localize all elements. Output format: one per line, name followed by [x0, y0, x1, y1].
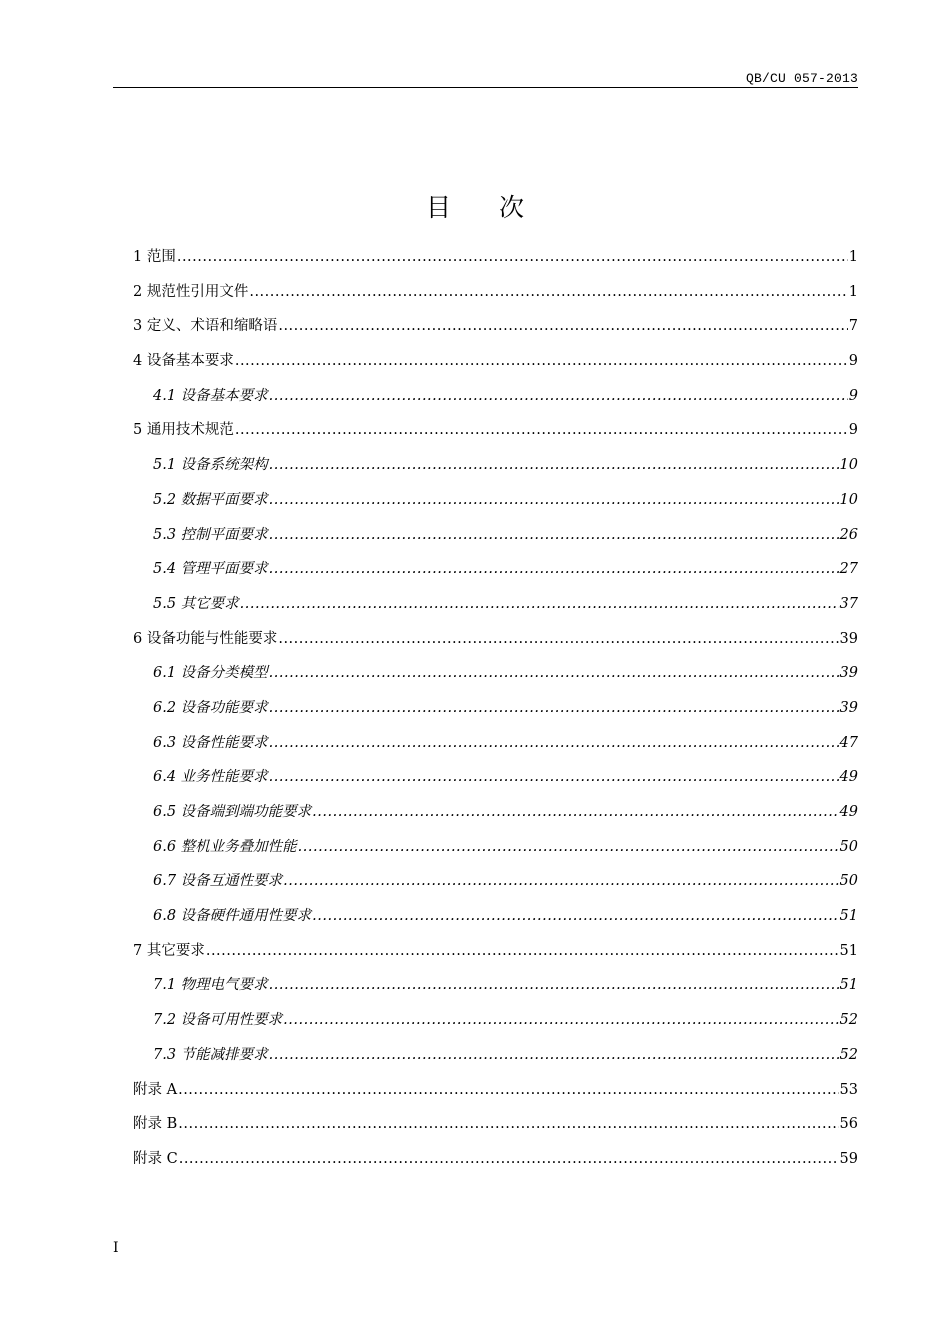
toc-entry-label: 6.3 设备性能要求 — [153, 734, 268, 751]
toc-entry[interactable] — [133, 413, 858, 448]
toc-entry-label: 6.7 设备互通性要求 — [153, 873, 283, 890]
toc-entry[interactable] — [133, 240, 858, 275]
toc-leader-dots — [206, 934, 839, 969]
toc-entry[interactable] — [133, 518, 858, 553]
toc-entry-page: 49 — [839, 769, 858, 786]
toc-entry-label: 附录 A — [133, 1081, 178, 1098]
toc-entry-page: 27 — [839, 561, 858, 578]
toc-leader-dots — [269, 691, 839, 726]
toc-entry[interactable] — [133, 1038, 858, 1073]
toc-entry-page: 56 — [839, 1116, 858, 1133]
toc-leader-dots — [278, 309, 847, 344]
toc-entry-page: 51 — [839, 977, 858, 994]
toc-entry-page: 10 — [839, 491, 858, 508]
toc-entry-label: 5.5 其它要求 — [153, 595, 239, 612]
toc-leader-dots — [269, 760, 839, 795]
toc-entry-label: 5.2 数据平面要求 — [153, 491, 268, 508]
toc-leader-dots — [269, 656, 839, 691]
toc-entry-label: 7 其它要求 — [133, 942, 205, 959]
toc-leader-dots — [269, 1038, 839, 1073]
toc-entry-page: 9 — [848, 422, 858, 439]
toc-entry-label: 4 设备基本要求 — [133, 353, 234, 370]
toc-entry-label: 2 规范性引用文件 — [133, 283, 249, 300]
toc-leader-dots — [240, 587, 839, 622]
toc-entry-label: 附录 B — [133, 1116, 178, 1133]
toc-entry-page: 51 — [839, 942, 858, 959]
toc-entry-label: 7.2 设备可用性要求 — [153, 1012, 283, 1029]
toc-leader-dots — [312, 795, 838, 830]
toc-entry-label: 5.1 设备系统架构 — [153, 457, 268, 474]
toc-leader-dots — [177, 240, 848, 275]
toc-entry-label: 6.6 整机业务叠加性能 — [153, 838, 297, 855]
toc-entry[interactable] — [133, 864, 858, 899]
toc-entry[interactable] — [133, 448, 858, 483]
toc-entry-page: 52 — [839, 1012, 858, 1029]
toc-leader-dots — [312, 899, 838, 934]
toc-entry-page: 37 — [839, 595, 858, 612]
toc-leader-dots — [179, 1142, 839, 1177]
toc-leader-dots — [283, 1003, 838, 1038]
toc-entry[interactable] — [133, 622, 858, 657]
toc-entry[interactable] — [133, 379, 858, 414]
toc-leader-dots — [269, 552, 839, 587]
toc-leader-dots — [178, 1107, 838, 1142]
toc-entry[interactable] — [133, 1142, 858, 1177]
toc-entry-label: 附录 C — [133, 1150, 178, 1167]
toc-entry-page: 9 — [848, 387, 858, 404]
toc-entry[interactable] — [133, 1107, 858, 1142]
footer-page-number: I — [113, 1240, 119, 1256]
toc-leader-dots — [269, 726, 839, 761]
toc-leader-dots — [235, 344, 848, 379]
toc-entry-label: 6 设备功能与性能要求 — [133, 630, 278, 647]
toc-leader-dots — [269, 483, 839, 518]
toc-entry[interactable] — [133, 726, 858, 761]
toc-entry-label: 5 通用技术规范 — [133, 422, 234, 439]
toc-leader-dots — [298, 830, 839, 865]
toc-entry-page: 7 — [848, 318, 858, 335]
page-title: 目 次 — [426, 193, 544, 222]
toc-entry-page: 51 — [839, 908, 858, 925]
toc-leader-dots — [269, 448, 839, 483]
toc-entry-page: 1 — [848, 283, 858, 300]
toc-entry[interactable] — [133, 760, 858, 795]
toc-entry[interactable] — [133, 587, 858, 622]
toc-entry[interactable] — [133, 552, 858, 587]
toc-entry[interactable] — [133, 691, 858, 726]
toc-entry[interactable] — [133, 934, 858, 969]
toc-leader-dots — [269, 379, 848, 414]
toc-entry[interactable] — [133, 656, 858, 691]
toc-entry[interactable] — [133, 1073, 858, 1108]
toc-leader-dots — [249, 275, 847, 310]
toc-leader-dots — [283, 864, 838, 899]
toc-entry-page: 49 — [839, 804, 858, 820]
toc-entry[interactable] — [133, 1003, 858, 1038]
toc-entry[interactable] — [133, 483, 858, 518]
toc-entry-label: 5.3 控制平面要求 — [153, 526, 268, 543]
toc-entry-label: 6.4 业务性能要求 — [153, 769, 268, 786]
toc-entry-label: 6.5 设备端到端功能要求 — [153, 804, 312, 820]
toc-entry[interactable] — [133, 275, 858, 310]
toc-leader-dots — [178, 1073, 838, 1108]
toc-entry-page: 47 — [839, 734, 858, 751]
toc-entry[interactable] — [133, 795, 858, 830]
toc-entry-label: 3 定义、术语和缩略语 — [133, 318, 278, 335]
toc-entry-page: 1 — [848, 249, 858, 265]
document-code: QB/CU 057-2013 — [745, 71, 858, 86]
toc-entry-label: 4.1 设备基本要求 — [153, 387, 268, 404]
toc-entry[interactable] — [133, 344, 858, 379]
toc-entry[interactable] — [133, 830, 858, 865]
toc-entry-label: 6.1 设备分类模型 — [153, 665, 268, 682]
toc-entry-page: 10 — [839, 457, 858, 474]
header-rule — [113, 87, 858, 88]
toc-entry-page: 39 — [839, 630, 858, 647]
toc-entry-page: 50 — [839, 838, 858, 855]
toc-entry[interactable] — [133, 899, 858, 934]
toc-leader-dots — [269, 518, 839, 553]
toc-entry-page: 52 — [839, 1046, 858, 1063]
toc-entry-page: 53 — [839, 1081, 858, 1098]
toc-entry-page: 50 — [839, 873, 858, 890]
toc-leader-dots — [269, 968, 839, 1003]
toc-entry-page: 9 — [848, 353, 858, 370]
toc-entry[interactable] — [133, 309, 858, 344]
toc-entry-label: 5.4 管理平面要求 — [153, 561, 268, 578]
toc-leader-dots — [235, 413, 848, 448]
table-of-contents — [133, 240, 858, 1177]
toc-entry-page: 39 — [839, 699, 858, 716]
toc-entry-page: 39 — [839, 665, 858, 682]
toc-entry-label: 7.3 节能减排要求 — [153, 1046, 268, 1063]
toc-entry-page: 59 — [839, 1150, 858, 1167]
toc-entry-page: 26 — [839, 526, 858, 543]
toc-entry-label: 6.8 设备硬件通用性要求 — [153, 908, 312, 925]
toc-leader-dots — [278, 622, 838, 657]
toc-entry-label: 1 范围 — [133, 249, 176, 265]
toc-entry-label: 6.2 设备功能要求 — [153, 699, 268, 716]
toc-entry-label: 7.1 物理电气要求 — [153, 977, 268, 994]
toc-entry[interactable] — [133, 968, 858, 1003]
